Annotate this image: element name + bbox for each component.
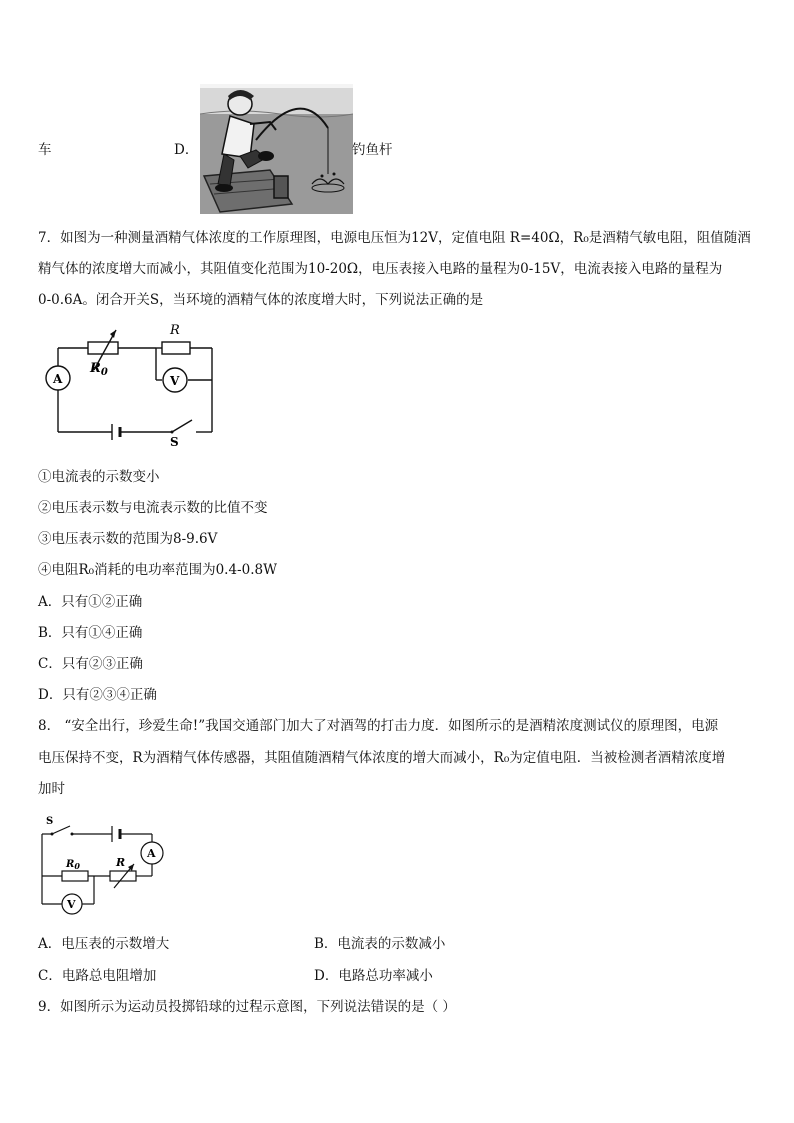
q7-stem-line-3: 0-0.6A。闭合开关S，当环境的酒精气体的浓度增大时，下列说法正确的是 — [38, 292, 484, 308]
q7-statement-1: ①电流表的示数变小 — [38, 469, 160, 485]
q7-option-d: D．只有②③④正确 — [38, 687, 157, 703]
q7-statement-4: ④电阻R₀消耗的电功率范围为0.4-0.8W — [38, 562, 277, 578]
fishing-rod-illustration — [200, 84, 353, 214]
q7-stem-line-2: 精气体的浓度增大而减小，其阻值变化范围为10-20Ω，电压表接入电路的量程为0-15V，电流表接入电路的量程为 — [38, 261, 723, 277]
q7-option-b: B．只有①④正确 — [38, 625, 143, 641]
q7-circuit-diagram — [40, 318, 225, 448]
q9-stem-line-1: 9．如图所示为运动员投掷铅球的过程示意图，下列说法错误的是（ ） — [38, 999, 456, 1015]
q7-switch-label: S — [170, 435, 179, 448]
q8-switch-label: S — [46, 816, 54, 827]
q8-option-c: C．电路总电阻增加 — [38, 968, 157, 984]
q8-stem-line-2: 电压保持不变，R为酒精气体传感器，其阻值随酒精气体浓度的增大而减小，R₀为定值电阻．当被检测者酒精浓度增 — [38, 750, 726, 766]
q7-statement-3: ③电压表示数的范围为8-9.6V — [38, 531, 218, 547]
prev-option-d-label: D． — [174, 142, 199, 158]
q8-stem-line-3: 加时 — [38, 781, 65, 797]
q8-ammeter-label: A — [147, 847, 156, 860]
q8-option-a: A．电压表的示数增大 — [38, 936, 170, 952]
q7-label-r0: $R_0$ — [90, 361, 108, 378]
q7-option-c: C．只有②③正确 — [38, 656, 143, 672]
q7-ammeter-label: A — [53, 372, 63, 386]
q8-label-r0: $R_0$ — [66, 859, 80, 871]
q8-circuit-diagram — [36, 812, 166, 918]
q8-voltmeter-label: V — [67, 898, 76, 911]
q8-label-r: R — [116, 856, 126, 869]
q7-option-a: A．只有①②正确 — [38, 594, 143, 610]
q7-stem-line-1: 7．如图为一种测量酒精气体浓度的工作原理图，电源电压恒为12V，定值电阻 R=40Ω，R₀是酒精气敏电阻，阻值随酒 — [38, 230, 751, 246]
q8-option-d: D．电路总功率减小 — [314, 968, 433, 984]
q7-label-r: R — [170, 323, 180, 338]
q7-statement-2: ②电压表示数与电流表示数的比值不变 — [38, 500, 268, 516]
q8-option-b: B．电流表的示数减小 — [314, 936, 446, 952]
prev-option-c-tail: 车 — [38, 142, 52, 158]
prev-option-d-text: 钓鱼杆 — [352, 142, 393, 158]
q7-voltmeter-label: V — [170, 374, 180, 388]
q8-stem-line-1: 8． “安全出行，珍爱生命!”我国交通部门加大了对酒驾的打击力度．如图所示的是酒精浓度测试仪的原理图，电源 — [38, 718, 719, 734]
